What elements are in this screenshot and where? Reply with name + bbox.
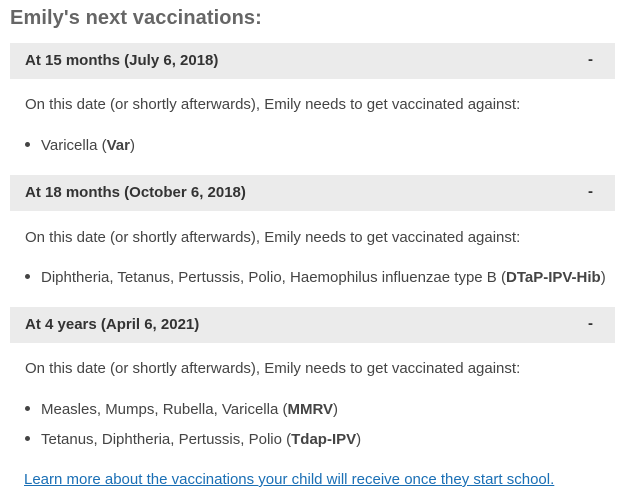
section-header-4-years[interactable]	[10, 307, 615, 343]
collapse-toggle-button[interactable]: -	[588, 183, 593, 200]
bullet-icon	[25, 436, 30, 441]
vaccine-abbreviation: MMRV	[287, 401, 334, 418]
vaccine-name: Varicella	[41, 137, 98, 154]
collapse-toggle-button[interactable]: -	[588, 51, 593, 68]
section-intro-text: On this date (or shortly afterwards), Emily needs to get vaccinated against:	[25, 360, 521, 377]
section-title: At 18 months (October 6, 2018)	[25, 184, 246, 201]
vaccine-list-item: Measles, Mumps, Rubella, Varicella (MMRV)	[25, 401, 338, 418]
learn-more-link[interactable]: Learn more about the vaccinations your child will receive once they start school.	[24, 471, 555, 488]
vaccine-abbreviation: DTaP-IPV-Hib	[505, 269, 601, 286]
section-intro-text: On this date (or shortly afterwards), Emily needs to get vaccinated against:	[25, 229, 521, 246]
vaccine-name: Tetanus, Diphtheria, Pertussis, Polio	[41, 431, 282, 448]
section-title: At 15 months (July 6, 2018)	[25, 52, 219, 69]
vaccine-name: Measles, Mumps, Rubella, Varicella	[41, 401, 279, 418]
section-intro-text: On this date (or shortly afterwards), Emily needs to get vaccinated against:	[25, 96, 521, 113]
vaccine-abbreviation: Var	[106, 137, 130, 154]
section-title: At 4 years (April 6, 2021)	[25, 316, 200, 333]
vaccine-list-item: Tetanus, Diphtheria, Pertussis, Polio (Tdap-IPV)	[25, 431, 361, 448]
page-title: Emily's next vaccinations:	[10, 7, 262, 29]
vaccine-abbreviation: Tdap-IPV	[291, 431, 357, 448]
vaccine-name: Diphtheria, Tetanus, Pertussis, Polio, Haemophilus influenzae type B	[41, 269, 497, 286]
section-header-15-months[interactable]	[10, 43, 615, 79]
section-header-18-months[interactable]	[10, 175, 615, 211]
bullet-icon	[25, 142, 30, 147]
bullet-icon	[25, 406, 30, 411]
vaccine-list-item: Diphtheria, Tetanus, Pertussis, Polio, Haemophilus influenzae type B (DTaP-IPV-Hib)	[25, 269, 606, 286]
bullet-icon	[25, 274, 30, 279]
collapse-toggle-button[interactable]: -	[588, 315, 593, 332]
vaccine-list-item: Varicella (Var)	[25, 137, 135, 154]
